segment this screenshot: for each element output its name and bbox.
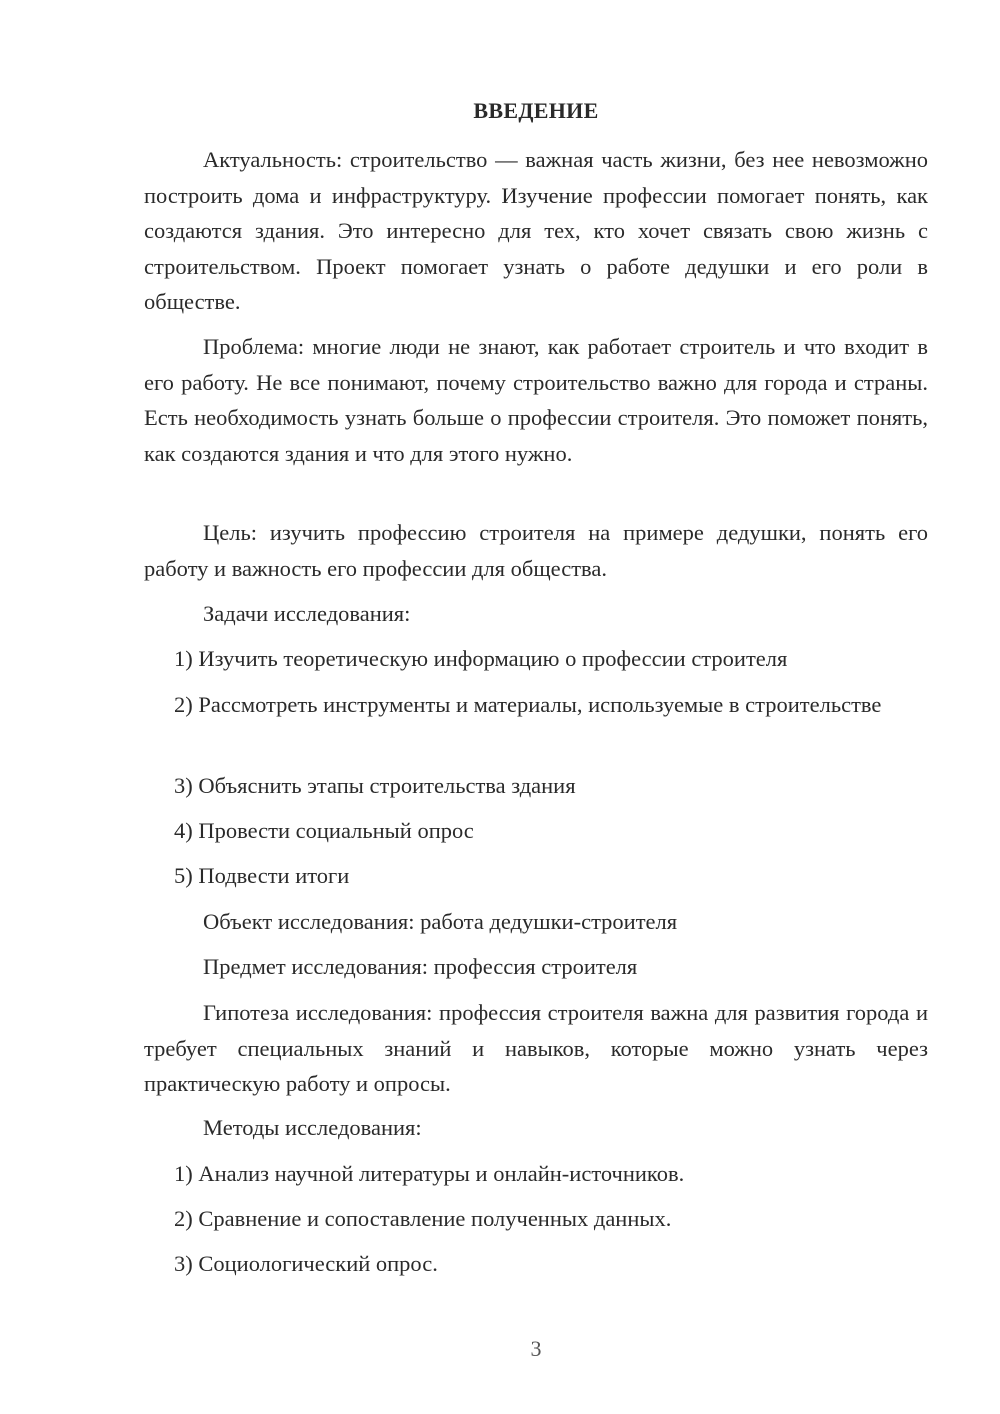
task-item: 3) Объяснить этапы строительства здания	[174, 773, 576, 798]
task-item: 4) Провести социальный опрос	[174, 818, 474, 843]
object-paragraph: Объект исследования: работа дедушки-строителя	[203, 909, 678, 934]
task-item: 1) Изучить теоретическую информацию о профессии строителя	[174, 646, 788, 671]
tasks-heading: Задачи исследования:	[203, 601, 411, 626]
section-title: ВВЕДЕНИЕ	[473, 98, 599, 123]
method-item: 3) Социологический опрос.	[174, 1251, 438, 1276]
goal-paragraph: Цель: изучить профессию строителя на примере дедушки, понять его работу и важность его профессии для общества.	[144, 520, 928, 581]
relevance-paragraph: Актуальность: строительство — важная часть жизни, без нее невозможно построить дома и инфраструктуру. Изучение профессии помогает понять, как создаются здания. Это интересно для тех, кто хочет связать свою жизнь с строительством. Проект помогает узнать о работе дедушки и его роли в обществе.	[144, 147, 928, 314]
hypothesis-paragraph: Гипотеза исследования: профессия строителя важна для развития города и требует специальных знаний и навыков, которые можно узнать через практическую работу и опросы.	[144, 1000, 928, 1096]
task-item: 2) Рассмотреть инструменты и материалы, используемые в строительстве	[174, 692, 882, 717]
subject-paragraph: Предмет исследования: профессия строителя	[203, 954, 638, 979]
method-item: 1) Анализ научной литературы и онлайн-источников.	[174, 1161, 685, 1186]
method-item: 2) Сравнение и сопоставление полученных данных.	[174, 1206, 672, 1231]
document-page	[144, 0, 928, 1414]
problem-paragraph: Проблема: многие люди не знают, как работает строитель и что входит в его работу. Не все понимают, почему строительство важно для города и страны. Есть необходимость узнать больше о профессии строителя. Это поможет понять, как создаются здания и что для этого нужно.	[144, 334, 928, 466]
methods-heading: Методы исследования:	[203, 1115, 422, 1140]
task-item: 5) Подвести итоги	[174, 863, 350, 888]
page-number: 3	[530, 1336, 542, 1361]
